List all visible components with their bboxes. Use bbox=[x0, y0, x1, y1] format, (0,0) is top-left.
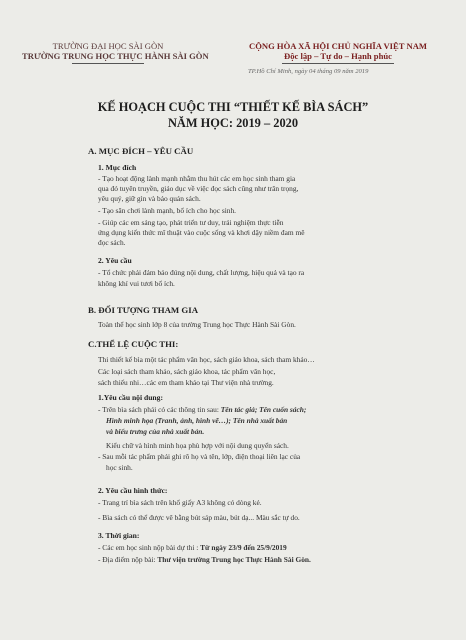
section-c-p9 bbox=[98, 555, 311, 564]
country-motto: Độc lập – Tự do – Hạnh phúc bbox=[284, 51, 392, 61]
section-c-sub1: 1.Yêu cầu nội dung: bbox=[98, 393, 163, 402]
section-c-p3-pre: - Trên bìa sách phải có các thông tin sau: bbox=[98, 405, 221, 414]
header-left-underline bbox=[72, 63, 144, 64]
section-b-heading: B. ĐỐI TƯỢNG THAM GIA bbox=[88, 305, 199, 315]
section-c-sub2: 2. Yêu cầu hình thức: bbox=[98, 486, 168, 495]
section-c-p2a: Các loại sách tham khảo, sách giáo khoa, tác phẩm văn học, bbox=[98, 367, 276, 376]
header-right-underline bbox=[282, 63, 394, 64]
document-title: KẾ HOẠCH CUỘC THI “THIẾT KẾ BÌA SÁCH” bbox=[97, 100, 369, 114]
section-a-p4b: không khí vui tươi bổ ích. bbox=[98, 279, 175, 288]
document-school-year: NĂM HỌC: 2019 – 2020 bbox=[167, 116, 299, 130]
section-a-p2: - Tạo sân chơi lành mạnh, bổ ích cho học sinh. bbox=[98, 206, 237, 215]
section-c-p3 bbox=[98, 405, 306, 414]
section-c-p3-required-1: Tên tác giả; Tên cuốn sách; bbox=[220, 405, 307, 414]
section-c-p9-pre: - Địa điểm nộp bài: bbox=[98, 555, 158, 564]
document-date: TP.Hồ Chí Minh, ngày 04 tháng 09 năm 2019 bbox=[248, 68, 369, 75]
section-c-p8-pre: - Các em học sinh nộp bài dự thi : bbox=[98, 543, 201, 552]
section-a-sub2: 2. Yêu cầu bbox=[98, 256, 132, 265]
country-name: CỘNG HÒA XÃ HỘI CHỦ NGHĨA VIỆT NAM bbox=[248, 41, 428, 51]
section-c-p9-location: Thư viện trường Trung học Thực Hành Sài Gòn. bbox=[157, 555, 311, 564]
section-a-p1b: qua đó tuyên truyền, giáo dục về việc đọc sách cũng như trân trọng, bbox=[98, 184, 299, 193]
section-c-p8-dates: Từ ngày 23/9 đến 25/9/2019 bbox=[200, 543, 287, 552]
section-a-p3a: - Giúp các em sáng tạo, phát triển tư duy, trải nghiệm thực tiễn bbox=[98, 218, 284, 227]
section-c-p6: - Trang trí bìa sách trên khổ giấy A3 không có dòng kẻ. bbox=[98, 498, 262, 507]
section-a-p1a: - Tạo hoạt động lành mạnh nhằm thu hút các em học sinh tham gia bbox=[98, 174, 296, 183]
section-c-p3-required-2: Hình minh họa (Tranh, ảnh, hình vẽ…); Tên nhà xuất bản bbox=[106, 416, 288, 425]
section-c-p5b: học sinh. bbox=[106, 463, 133, 472]
school-name-line1: TRƯỜNG ĐẠI HỌC SÀI GÒN bbox=[52, 41, 164, 51]
school-name-line2: TRƯỜNG TRUNG HỌC THỰC HÀNH SÀI GÒN bbox=[22, 51, 209, 61]
section-c-p7: - Bìa sách có thể được vẽ bằng bút sáp màu, bút dạ... Màu sắc tự do. bbox=[98, 513, 300, 522]
section-c-heading: C.THỂ LỆ CUỘC THI: bbox=[88, 339, 179, 349]
section-c-p2b: sách thiếu nhi…các em tham khảo tại Thư viện nhà trường. bbox=[98, 378, 274, 387]
section-a-p1c: yêu quý, giữ gìn và bảo quản sách. bbox=[98, 194, 201, 203]
section-c-p3-required-3: và biểu trưng của nhà xuất bản. bbox=[106, 427, 205, 436]
section-a-p3b: ứng dụng kiến thức mĩ thuật vào cuộc sống và khơi dậy niềm đam mê bbox=[98, 228, 305, 237]
section-c-p1: Thi thiết kế bìa một tác phẩm văn học, sách giáo khoa, sách tham khảo… bbox=[98, 355, 315, 364]
section-a-sub1: 1. Mục đích bbox=[98, 163, 137, 172]
section-a-heading: A. MỤC ĐÍCH – YÊU CẦU bbox=[88, 146, 194, 156]
section-c-p8 bbox=[98, 543, 287, 552]
section-c-p4: Kiểu chữ và hình minh họa phù hợp với nội dung quyển sách. bbox=[106, 441, 289, 450]
section-a-p3c: đọc sách. bbox=[98, 238, 126, 247]
section-a-p4a: - Tổ chức phải đảm bảo đúng nội dung, chất lượng, hiệu quả và tạo ra bbox=[98, 268, 305, 277]
section-c-p5a: - Sau mỗi tác phẩm phải ghi rõ họ và tên, lớp, điện thoại liên lạc của bbox=[98, 452, 301, 461]
section-c-sub3: 3. Thời gian: bbox=[98, 531, 140, 540]
section-b-p1: Toàn thể học sinh lớp 8 của trường Trung học Thực Hành Sài Gòn. bbox=[98, 320, 296, 329]
